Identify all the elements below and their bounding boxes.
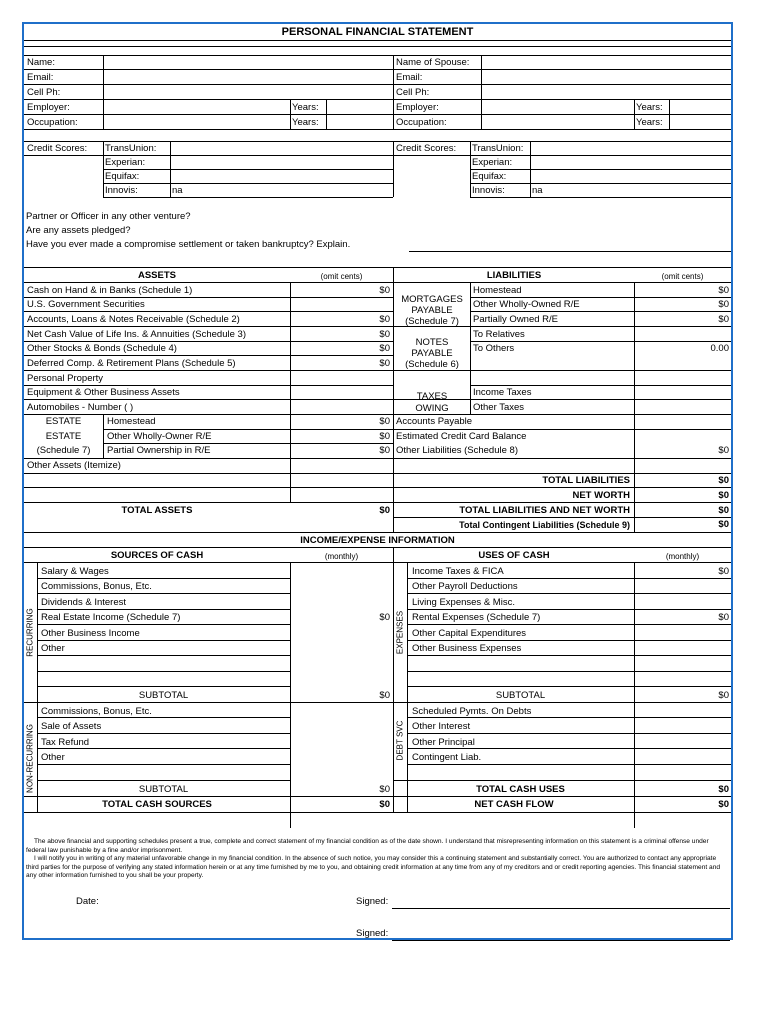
asset-label: U.S. Government Securities [27,299,145,310]
asset-label: Other Stocks & Bonds (Schedule 4) [27,343,177,354]
non-recurring-label: NON-RECURRING [25,724,35,793]
re-asset-value[interactable]: $0 [379,416,390,427]
signed-label: Signed: [356,928,389,939]
uses-monthly: (monthly) [665,552,700,561]
source-label: Other [41,643,65,654]
source-label: Salary & Wages [41,566,109,577]
source-label: Commissions, Bonus, Etc. [41,706,152,717]
other-liabilities-value[interactable]: $0 [718,445,729,456]
re-asset-label: Homestead [107,416,156,427]
expenses-label: EXPENSES [395,610,405,655]
liability-label: Other Taxes [473,402,525,413]
real-estate-label: ESTATE [45,431,82,442]
use-value[interactable]: $0 [718,612,729,623]
asset-label: Net Cash Value of Life Ins. & Annuities (Schedule 3) [27,329,246,340]
email-label: Email: [27,72,54,83]
debt-label: Contingent Liab. [412,752,482,763]
use-label: Living Expenses & Misc. [412,597,515,608]
innovis-label: Innovis: [105,185,138,196]
contingent-liabilities-label: Total Contingent Liabilities (Schedule 9) [459,520,630,530]
source-subtotal-value: $0 [379,690,390,701]
total-liab-networth-label: TOTAL LIABILITIES AND NET WORTH [459,505,630,516]
liability-label: Homestead [473,285,522,296]
other-liabilities-label: Other Liabilities (Schedule 8) [396,445,518,456]
re-asset-label: Other Wholly-Owner R/E [107,431,212,442]
spouse-name-field[interactable] [482,56,730,69]
use-subtotal-value: $0 [718,690,729,701]
spouse-email-label: Email: [396,72,423,83]
source-label: Other Business Income [41,628,140,639]
innovis-value: na [172,185,183,196]
use-label: Income Taxes & FICA [412,566,504,577]
total-liabilities-label: TOTAL LIABILITIES [542,475,630,486]
re-asset-label: Partial Ownership in R/E [107,445,211,456]
total-liab-networth-value: $0 [718,505,729,516]
taxes-label: OWING [415,403,449,414]
notes-schedule: (Schedule 6) [405,359,459,370]
spouse-years-label: Years: [636,117,663,128]
liability-label: Partially Owned R/E [473,314,559,325]
liability-label: Income Taxes [473,387,532,398]
spouse-occupation-label: Occupation: [396,117,447,128]
years-label: Years: [292,102,319,113]
subtotal-label: SUBTOTAL [495,690,546,701]
liabilities-omit-cents: (omit cents) [661,272,704,281]
asset-value[interactable]: $0 [379,329,390,340]
transunion-label: TransUnion: [105,143,157,154]
total-cash-uses-label: TOTAL CASH USES [476,784,565,795]
asset-label: Equipment & Other Business Assets [27,387,180,398]
liability-value[interactable]: $0 [718,299,729,310]
spouse-experian-label: Experian: [472,157,513,168]
use-label: Other Payroll Deductions [412,581,518,592]
disclaimer-paragraph: The above financial and supporting schedules present a true, complete and correct statement of my financial condition as of the date shown. I understand that misrepresenting information on this statement is a criminal offense under federal law punishable by a fine and/or imprisonment. [26,838,709,854]
spouse-years-label: Years: [636,102,663,113]
taxes-label: TAXES [416,391,448,402]
signed-label: Signed: [356,896,389,907]
total-liabilities-value: $0 [718,475,729,486]
debt-label: Other Principal [412,737,475,748]
source-label: Dividends & Interest [41,597,127,608]
spouse-innovis-label: Innovis: [472,185,505,196]
asset-label: Automobiles - Number ( ) [27,402,134,413]
subtotal-label: SUBTOTAL [138,784,189,795]
liability-label: To Others [473,343,515,354]
total-assets-value: $0 [379,505,390,516]
spouse-employer-label: Employer: [396,102,439,113]
asset-label: Deferred Comp. & Retirement Plans (Schedule 5) [27,358,236,369]
mortgages-label: MORTGAGES [401,294,463,305]
income-expense-header: INCOME/EXPENSE INFORMATION [300,535,455,546]
recurring-label: RECURRING [25,608,35,657]
liability-value[interactable]: $0 [718,314,729,325]
accounts-payable-label: Accounts Payable [396,416,473,427]
net-worth-label: NET WORTH [572,490,630,501]
asset-value[interactable]: $0 [379,358,390,369]
debt-label: Other Interest [412,721,471,732]
total-cash-sources-label: TOTAL CASH SOURCES [102,799,212,810]
mortgages-label: PAYABLE [411,305,453,316]
equifax-label: Equifax: [105,171,140,182]
spouse-innovis-value: na [532,185,543,196]
assets-header: ASSETS [137,270,176,281]
sources-monthly: (monthly) [324,552,359,561]
total-cash-sources-value: $0 [379,799,390,810]
disclaimer-paragraph: I will notify you in writing of any material unfavorable change in my financial condition. In the absence of such notice, you may consider this a continuing statement and substantially correct. You are authorized to contact any appropriate third parties for the purpose of verifying any stated information herein or at any time furnished by me to you, and obtaining credit information at any time from any of my creditors and or credit reporting agencies. This financial statement and any other information furnished to you shall be your property. [26,855,721,880]
sources-header: SOURCES OF CASH [110,550,204,561]
use-label: Rental Expenses (Schedule 7) [412,612,541,623]
liability-value[interactable]: 0.00 [710,343,729,354]
question-bankruptcy: Have you ever made a compromise settlement or taken bankruptcy? Explain. [26,239,351,250]
assets-omit-cents: (omit cents) [320,272,363,281]
source-label: Commissions, Bonus, Etc. [41,581,152,592]
re-asset-value[interactable]: $0 [379,431,390,442]
real-estate-schedule: (Schedule 7) [36,445,91,456]
source-subtotal-value: $0 [379,784,390,795]
source-value[interactable]: $0 [379,612,390,623]
contingent-liabilities-value: $0 [718,519,729,530]
spouse-cell-label: Cell Ph: [396,87,430,98]
years-label: Years: [292,117,319,128]
credit-card-label: Estimated Credit Card Balance [396,431,527,442]
liability-label: To Relatives [473,329,525,340]
uses-header: USES OF CASH [478,550,550,561]
debt-label: Scheduled Pymts. On Debts [412,706,532,717]
notes-label: NOTES [415,337,449,348]
total-cash-uses-value: $0 [718,784,729,795]
subtotal-label: SUBTOTAL [138,690,189,701]
net-cash-flow-value: $0 [718,799,729,810]
email-field[interactable] [104,70,392,83]
notes-label: PAYABLE [411,348,453,359]
net-cash-flow-label: NET CASH FLOW [474,799,554,810]
experian-label: Experian: [105,157,146,168]
asset-label: Personal Property [27,373,104,384]
question-partner: Partner or Officer in any other venture? [26,211,191,222]
debt-service-label: DEBT SVC [395,720,405,761]
asset-value[interactable]: $0 [379,314,390,325]
signature-field[interactable] [392,926,730,940]
re-asset-value[interactable]: $0 [379,445,390,456]
asset-value[interactable]: $0 [379,285,390,296]
question-pledged: Are any assets pledged? [26,225,131,236]
net-worth-value: $0 [718,490,729,501]
total-assets-label: TOTAL ASSETS [121,505,193,516]
asset-value[interactable]: $0 [379,343,390,354]
asset-label: Accounts, Loans & Notes Receivable (Schedule 2) [27,314,240,325]
credit-scores-label: Credit Scores: [27,143,88,154]
liabilities-header: LIABILITIES [486,270,542,281]
use-value[interactable]: $0 [718,566,729,577]
asset-label: Cash on Hand & in Banks (Schedule 1) [27,285,193,296]
spouse-credit-scores-label: Credit Scores: [396,143,457,154]
liability-value[interactable]: $0 [718,285,729,296]
name-label: Name: [27,57,55,68]
real-estate-label: ESTATE [45,416,82,427]
financial-statement-form [22,22,733,940]
use-label: Other Business Expenses [412,643,522,654]
source-label: Sale of Assets [41,721,102,732]
other-assets-label: Other Assets (Itemize) [27,460,121,471]
mortgages-schedule: (Schedule 7) [405,316,459,327]
date-label: Date: [76,896,99,907]
liability-label: Other Wholly-Owned R/E [473,299,580,310]
name-field[interactable] [104,56,392,69]
source-label: Real Estate Income (Schedule 7) [41,612,181,623]
spouse-transunion-label: TransUnion: [472,143,524,154]
spouse-name-label: Name of Spouse: [396,57,470,68]
use-label: Other Capital Expenditures [412,628,527,639]
spouse-equifax-label: Equifax: [472,171,507,182]
page-title: PERSONAL FINANCIAL STATEMENT [281,26,474,38]
source-label: Tax Refund [41,737,90,748]
signature-field[interactable] [392,894,730,908]
occupation-label: Occupation: [27,117,78,128]
employer-label: Employer: [27,102,70,113]
source-label: Other [41,752,65,763]
cell-label: Cell Ph: [27,87,61,98]
